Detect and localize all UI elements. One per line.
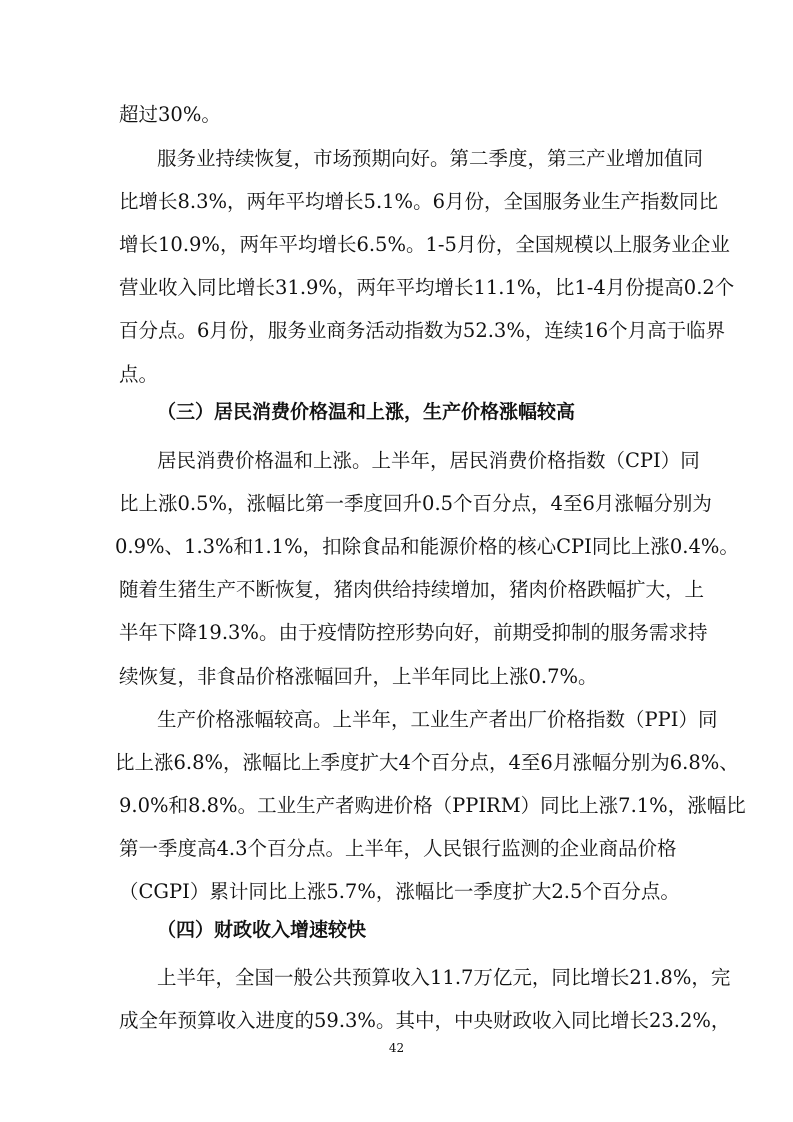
paragraph-line: 百分点。6月份，服务业商务活动指数为52.3%，连续16个月高于临界 [119, 319, 726, 342]
paragraph-line: 比上涨6.8%，涨幅比上季度扩大4个百分点，4至6月涨幅分别为6.8%、 [115, 751, 739, 774]
paragraph-line: 服务业持续恢复，市场预期向好。第二季度，第三产业增加值同 [157, 147, 704, 170]
paragraph-line: 第一季度高4.3个百分点。上半年，人民银行监测的企业商品价格 [119, 837, 677, 860]
paragraph-line: （CGPI）累计同比上涨5.7%，涨幅比一季度扩大2.5个百分点。 [119, 880, 680, 903]
section-heading: （三）居民消费价格温和上涨，生产价格涨幅较高 [157, 401, 576, 423]
paragraph-line: 营业收入同比增长31.9%，两年平均增长11.1%，比1-4月份提高0.2个 [119, 276, 735, 299]
paragraph-line: 9.0%和8.8%。工业生产者购进价格（PPIRM）同比上涨7.1%，涨幅比 [119, 794, 746, 817]
paragraph-line: 超过30%。 [119, 103, 221, 126]
paragraph-line: 上半年，全国一般公共预算收入11.7万亿元，同比增长21.8%，完 [157, 966, 731, 989]
paragraph-line: 点。 [119, 363, 159, 386]
paragraph-line: 随着生猪生产不断恢复，猪肉供给持续增加，猪肉价格跌幅扩大，上 [119, 578, 705, 601]
paragraph-line: 比上涨0.5%，涨幅比第一季度回升0.5个百分点，4至6月涨幅分别为 [119, 492, 712, 515]
paragraph-line: 成全年预算收入进度的59.3%。其中，中央财政收入同比增长23.2%， [119, 1009, 731, 1032]
paragraph-line: 增长10.9%，两年平均增长6.5%。1-5月份，全国规模以上服务业企业 [119, 233, 730, 256]
section-heading: （四）财政收入增速较快 [157, 919, 367, 941]
paragraph-line: 半年下降19.3%。由于疫情防控形势向好，前期受抑制的服务需求持 [119, 621, 708, 644]
paragraph-line: 居民消费价格温和上涨。上半年，居民消费价格指数（CPI）同 [157, 449, 700, 472]
paragraph-line: 0.9%、1.3%和1.1%，扣除食品和能源价格的核心CPI同比上涨0.4%。 [115, 535, 739, 558]
paragraph-line: 生产价格涨幅较高。上半年，工业生产者出厂价格指数（PPI）同 [157, 708, 718, 731]
paragraph-line: 比增长8.3%，两年平均增长5.1%。6月份，全国服务业生产指数同比 [119, 190, 718, 213]
paragraph-line: 续恢复，非食品价格涨幅回升，上半年同比上涨0.7%。 [119, 665, 598, 688]
page-number: 42 [388, 1041, 405, 1055]
